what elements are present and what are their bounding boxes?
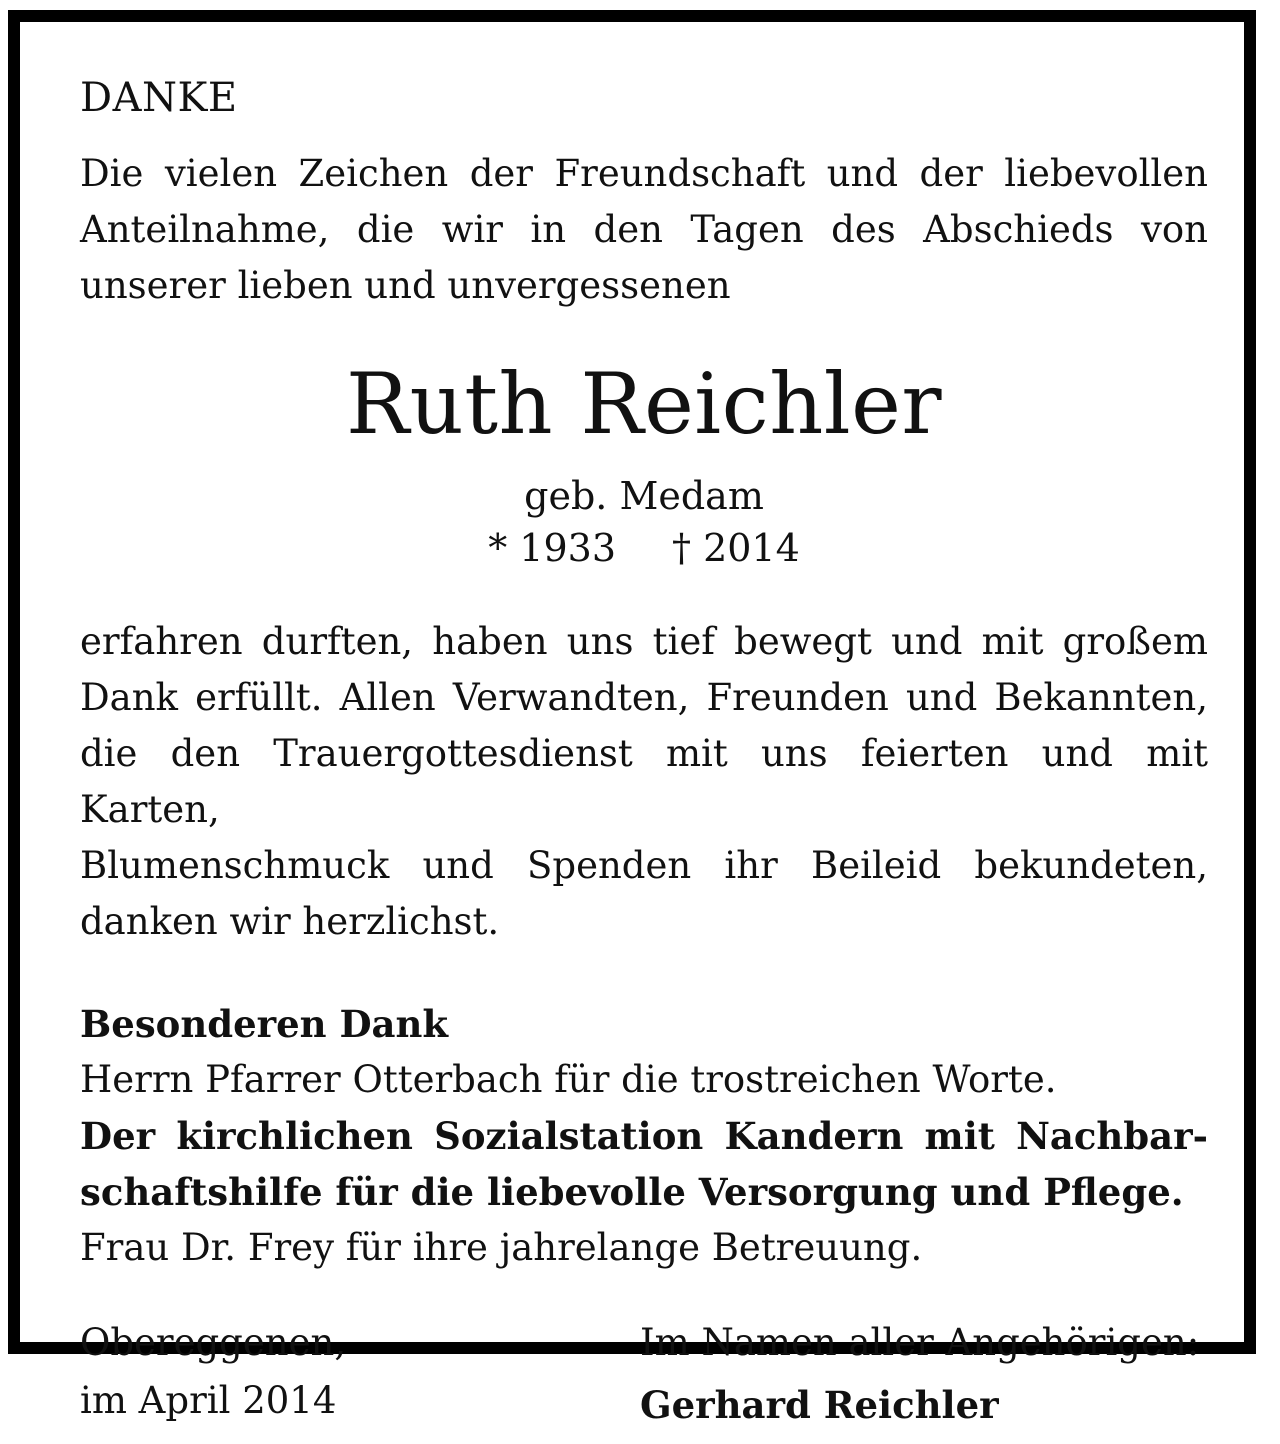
intro-line: Die vielen Zeichen der Freundschaft und der liebevollen <box>80 152 1208 195</box>
thanks-doctor: Frau Dr. Frey für ihre jahrelange Betreuung. <box>80 1226 923 1269</box>
special-thanks <box>80 996 1208 1276</box>
place: Obereggenen, <box>80 1321 347 1364</box>
date: im April 2014 <box>80 1379 337 1422</box>
on-behalf-text: Im Namen aller Angehörigen: <box>640 1321 1200 1364</box>
body-line: Dank erfüllt. Allen Verwandten, Freunden und Bekannten, <box>80 676 1208 719</box>
birth-name: geb. Medam <box>524 474 764 518</box>
body-line: erfahren durften, haben uns tief bewegt und mit großem <box>80 620 1208 663</box>
notice-content <box>80 70 1208 1444</box>
signer-name: Gerhard Reichler <box>640 1383 999 1427</box>
place-date <box>80 1314 346 1430</box>
intro-line: unserer lieben und unvergessenen <box>80 264 731 307</box>
body-line: die den Trauergottesdienst mit uns feierten und mit Karten, <box>80 732 1208 831</box>
notice-footer <box>80 1314 1208 1444</box>
body-line: Blumenschmuck und Spenden ihr Beileid bekundeten, <box>80 844 1208 887</box>
intro-paragraph <box>80 146 1208 314</box>
thanks-station-line: Der kirchlichen Sozialstation Kandern mit Nachbar- <box>80 1114 1208 1158</box>
special-thanks-title: Besonderen Dank <box>80 1002 449 1046</box>
life-dates <box>80 522 1208 574</box>
deceased-name: Ruth Reichler <box>345 355 943 453</box>
thanks-station <box>80 1108 1208 1220</box>
death-year: † 2014 <box>672 526 800 570</box>
obituary-notice <box>8 10 1256 1427</box>
body-paragraph <box>80 614 1208 950</box>
intro-line: Anteilnahme, die wir in den Tagen des Abschieds von <box>80 208 1208 251</box>
birth-year: * 1933 <box>488 526 616 570</box>
thanks-pastor: Herrn Pfarrer Otterbach für die trostreichen Worte. <box>80 1058 1057 1101</box>
signature-block <box>640 1314 1199 1434</box>
thanks-station-line: schaftshilfe für die liebevolle Versorgung und Pflege. <box>80 1170 1184 1214</box>
body-line: danken wir herzlichst. <box>80 900 500 943</box>
notice-heading: DANKE <box>80 75 238 121</box>
